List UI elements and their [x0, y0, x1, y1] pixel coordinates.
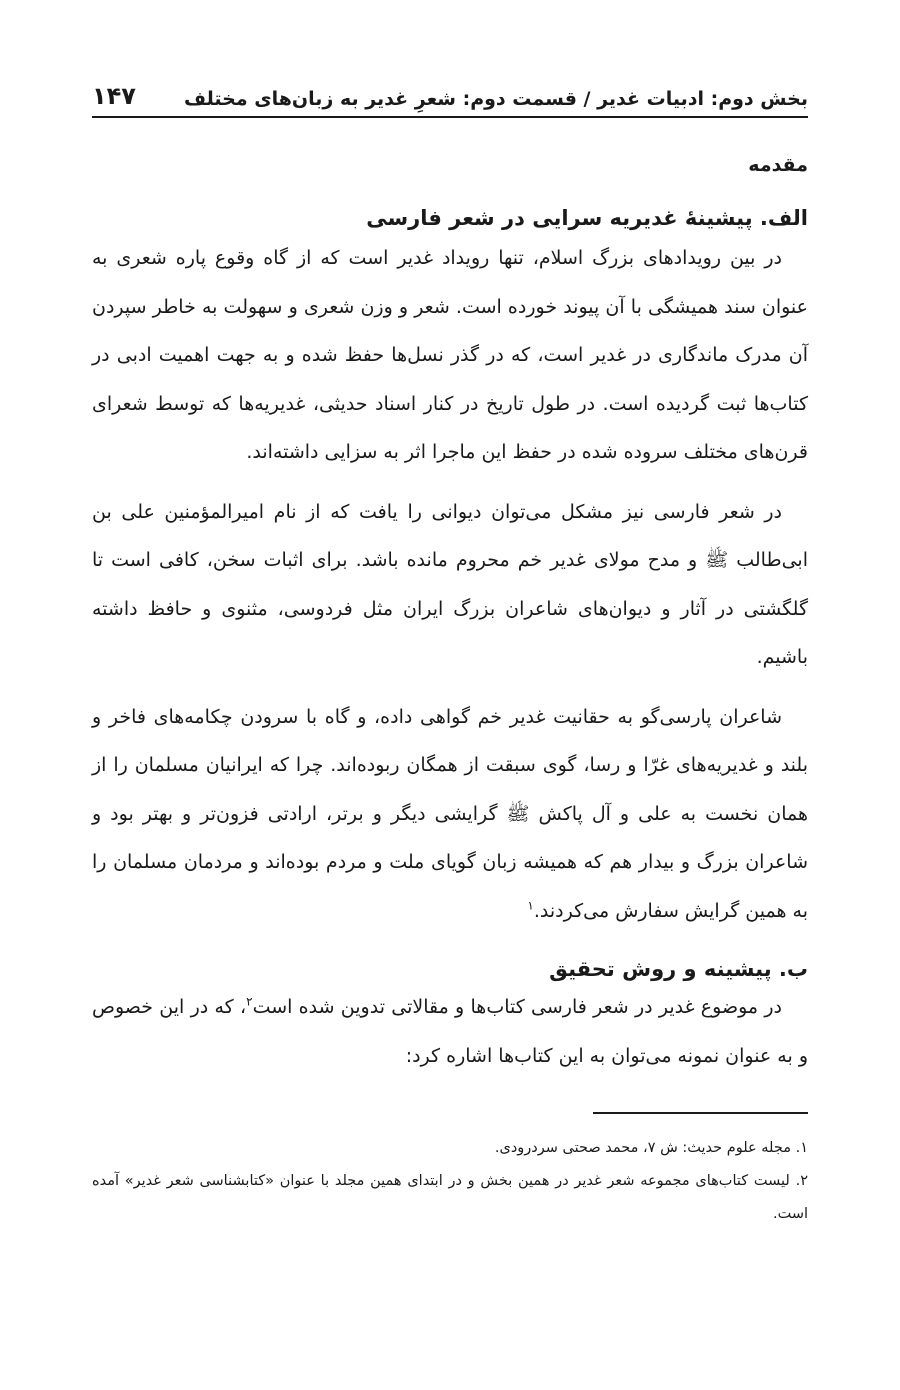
paragraph-a-3-text: شاعران پارسی‌گو به حقانیت غدیر خم گواهی داده، و گاه با سرودن چکامه‌های فاخر و بلند و غدیریه‌های غرّا و رسا، گوی سبقت از همگان ربوده‌اند. چرا که ایرانیان مسلمان را از همان نخست به علی و آل پاکش ﷺ گرایشی دیگر و برتر، ارادتی فزون‌تر و بهتر بود و شاعران بزرگ و بیدار هم که همیشه زبان گویای ملت و مردم بوده‌اند و مردمان مسلمان را به همین گرایش سفارش می‌کردند. [92, 705, 808, 922]
paragraph-b-1 [92, 983, 808, 1080]
paragraph-a-2: در شعر فارسی نیز مشکل می‌توان دیوانی را یافت که از نام امیرالمؤمنین علی بن ابی‌طالب ﷺ و مدح مولای غدیر خم محروم مانده باشد. برای اثبات سخن، کافی است تا گلگشتی در آثار و دیوان‌های شاعران بزرگ ایران مثل فردوسی، مثنوی و حافظ داشته باشیم. [92, 500, 808, 668]
paragraph-b-1-part2: ، که در این خصوص و به عنوان نمونه می‌توان به این کتاب‌ها اشاره کرد: [92, 996, 808, 1067]
section-title: مقدمه [748, 154, 808, 176]
paragraph-a-1: در بین رویدادهای بزرگ اسلام، تنها رویداد غدیر است که از گاه وقوع پاره شعری به عنوان سند همیشگی با آن پیوند خورده است. شعر و وزن شعری و سهولت به خاطر سپردن آن مدرک ماندگاری در غدیر است، که در گذر نسل‌ها حفظ شده و به جهت اهمیت ادبی در کتاب‌ها ثبت گردیده است. در طول تاریخ در کنار اسناد حدیثی، غدیریه‌ها که توسط شعرای قرن‌های مختلف سروده شده در حفظ این ماجرا اثر به سزایی داشته‌اند. [92, 247, 808, 463]
footnote-2: ۲. لیست کتاب‌های مجموعه شعر غدیر در همین بخش و در ابتدای همین مجلد با عنوان «کتابشناسی شعر غدیر» آمده است. [92, 1173, 808, 1222]
footnote-1: ۱. مجله علوم حدیث: ش ۷، محمد صحتی سردرودی. [494, 1140, 808, 1156]
paragraph-b-1-part1: در موضوع غدیر در شعر فارسی کتاب‌ها و مقالاتی تدوین شده است [252, 996, 782, 1018]
book-page [92, 60, 808, 1231]
paragraph-a-3 [92, 693, 808, 936]
heading-section-b: ب. پیشینه و روش تحقیق [549, 957, 808, 981]
footnote-ref-2: ۲ [246, 994, 253, 1009]
heading-section-a: الف. پیشینهٔ غدیریه سرایی در شعر فارسی [366, 206, 808, 230]
footnotes [92, 1132, 808, 1231]
header-title: بخش دوم: ادبیات غدیر / قسمت دوم: شعرِ غدیر به زبان‌های مختلف [183, 88, 808, 110]
running-header [92, 60, 808, 118]
footnote-divider [593, 1112, 808, 1114]
page-number: ۱۴۷ [92, 82, 136, 110]
footnote-ref-1: ۱ [527, 898, 534, 913]
